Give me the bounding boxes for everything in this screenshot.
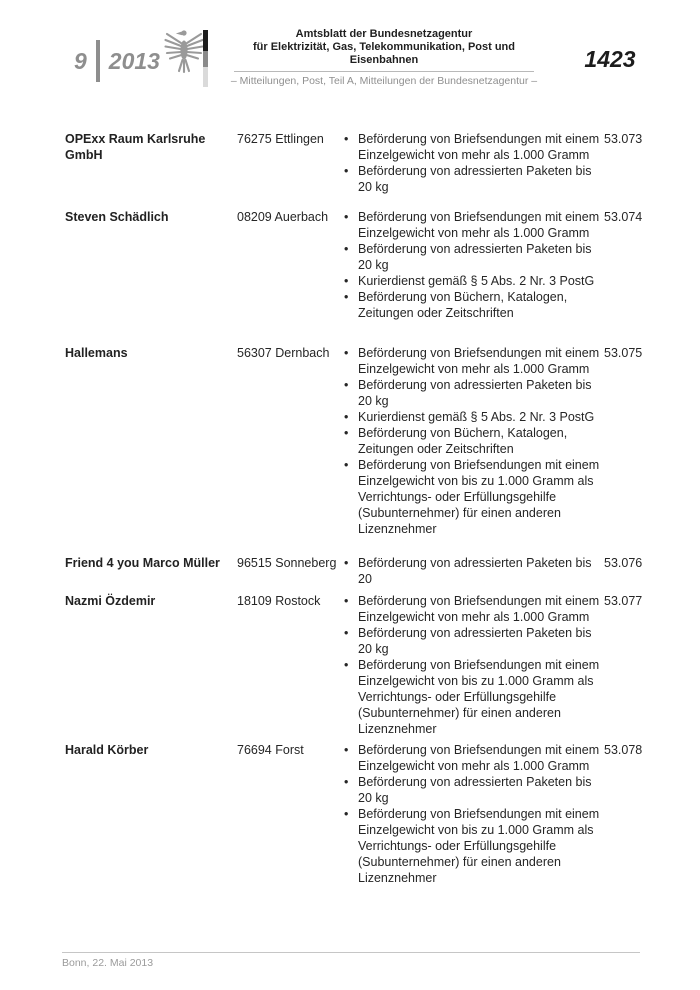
licensee-name: Nazmi Özdemir (65, 594, 156, 608)
service-item (342, 241, 604, 273)
service-text: Beförderung von Briefsendungen mit einem Einzelgewicht von bis zu 1.000 Gramm als Verrichtungs- oder Erfüllungsgehilfe (Subunternehmer) für einen anderen Lizenznehmer (358, 807, 600, 885)
service-text: Beförderung von Briefsendungen mit einem Einzelgewicht von mehr als 1.000 Gramm (358, 346, 600, 376)
service-item (342, 409, 604, 425)
service-list (342, 593, 604, 737)
segment-dark (203, 30, 208, 51)
license-entry (65, 131, 643, 195)
footer-rule (62, 952, 640, 953)
masthead-subtitle: – Mitteilungen, Post, Teil A, Mitteilungen der Bundesnetzagentur – (230, 75, 538, 87)
licensee-name: OPExx Raum Karlsruhe GmbH (65, 132, 206, 162)
service-text: Beförderung von adressierten Paketen bis 20 kg (358, 242, 592, 272)
license-number: 53.075 (604, 346, 643, 360)
service-text: Beförderung von Briefsendungen mit einem Einzelgewicht von mehr als 1.000 Gramm (358, 743, 600, 773)
service-text: Beförderung von adressierten Paketen bis 20 kg (358, 164, 592, 194)
licensee-location: 96515 Sonneberg (237, 556, 337, 570)
service-item (342, 425, 604, 457)
service-list (342, 345, 604, 537)
masthead-title-line1: Amtsblatt der Bundesnetzagentur (295, 28, 473, 40)
service-text: Beförderung von Briefsendungen mit einem Einzelgewicht von mehr als 1.000 Gramm (358, 594, 600, 624)
service-item (342, 774, 604, 806)
service-item (342, 625, 604, 657)
service-item (342, 593, 604, 625)
licensee-location: 56307 Dernbach (237, 346, 330, 360)
segment-mid (203, 51, 208, 67)
service-item (342, 657, 604, 737)
service-item (342, 457, 604, 537)
issue-block (74, 40, 160, 82)
licensee-location: 08209 Auerbach (237, 210, 329, 224)
licensee-name: Steven Schädlich (65, 210, 169, 224)
service-text: Beförderung von Briefsendungen mit einem Einzelgewicht von bis zu 1.000 Gramm als Verrichtungs- oder Erfüllungsgehilfe (Subunternehmer) für einen anderen Lizenznehmer (358, 458, 600, 536)
license-entry (65, 345, 643, 537)
service-list (342, 555, 604, 587)
service-item (342, 806, 604, 886)
license-entry (65, 209, 643, 321)
service-item (342, 163, 604, 195)
service-text: Beförderung von Briefsendungen mit einem Einzelgewicht von mehr als 1.000 Gramm (358, 132, 600, 162)
licensee-location: 76275 Ettlingen (237, 132, 324, 146)
service-item (342, 377, 604, 409)
service-item (342, 742, 604, 774)
masthead-title-line2: für Elektrizität, Gas, Telekommunikation, Post und Eisenbahnen (252, 41, 515, 66)
service-text: Beförderung von adressierten Paketen bis 20 kg (358, 775, 592, 805)
service-text: Beförderung von Briefsendungen mit einem Einzelgewicht von bis zu 1.000 Gramm als Verrichtungs- oder Erfüllungsgehilfe (Subunternehmer) für einen anderen Lizenznehmer (358, 658, 600, 736)
service-text: Beförderung von Büchern, Katalogen, Zeitungen oder Zeitschriften (358, 426, 568, 456)
service-item (342, 345, 604, 377)
license-table (65, 131, 643, 910)
service-list (342, 131, 604, 195)
license-number: 53.078 (604, 743, 643, 757)
license-number: 53.076 (604, 556, 643, 570)
service-list (342, 742, 604, 886)
service-text: Beförderung von adressierten Paketen bis 20 (358, 556, 592, 586)
page-header (0, 0, 700, 105)
masthead (228, 28, 540, 88)
segmented-bar (203, 30, 208, 87)
license-entry (65, 742, 643, 886)
issue-year: 2013 (108, 47, 160, 74)
service-item (342, 131, 604, 163)
footer-dateline: Bonn, 22. Mai 2013 (62, 957, 154, 969)
service-text: Beförderung von adressierten Paketen bis 20 kg (358, 626, 592, 656)
issue-number: 9 (74, 47, 87, 74)
service-text: Beförderung von Büchern, Katalogen, Zeitungen oder Zeitschriften (358, 290, 568, 320)
service-text: Kurierdienst gemäß § 5 Abs. 2 Nr. 3 PostG (358, 274, 595, 288)
service-item (342, 289, 604, 321)
service-text: Kurierdienst gemäß § 5 Abs. 2 Nr. 3 PostG (358, 410, 595, 424)
segment-light (203, 67, 208, 87)
license-number: 53.077 (604, 594, 643, 608)
licensee-name: Friend 4 you Marco Müller (65, 556, 220, 570)
license-entry (65, 555, 643, 587)
license-number: 53.074 (604, 210, 643, 224)
service-text: Beförderung von Briefsendungen mit einem Einzelgewicht von mehr als 1.000 Gramm (358, 210, 600, 240)
service-item (342, 273, 604, 289)
licensee-location: 18109 Rostock (237, 594, 321, 608)
federal-eagle-icon (163, 27, 205, 80)
service-list (342, 209, 604, 321)
licensee-name: Harald Körber (65, 743, 149, 757)
issue-divider (96, 40, 100, 82)
service-item (342, 209, 604, 241)
service-item (342, 555, 604, 587)
page-number: 1423 (584, 46, 636, 72)
service-text: Beförderung von adressierten Paketen bis 20 kg (358, 378, 592, 408)
masthead-divider (234, 71, 534, 72)
license-number: 53.073 (604, 132, 643, 146)
licensee-name: Hallemans (65, 346, 128, 360)
licensee-location: 76694 Forst (237, 743, 304, 757)
page-footer (62, 952, 640, 969)
license-entry (65, 593, 643, 737)
